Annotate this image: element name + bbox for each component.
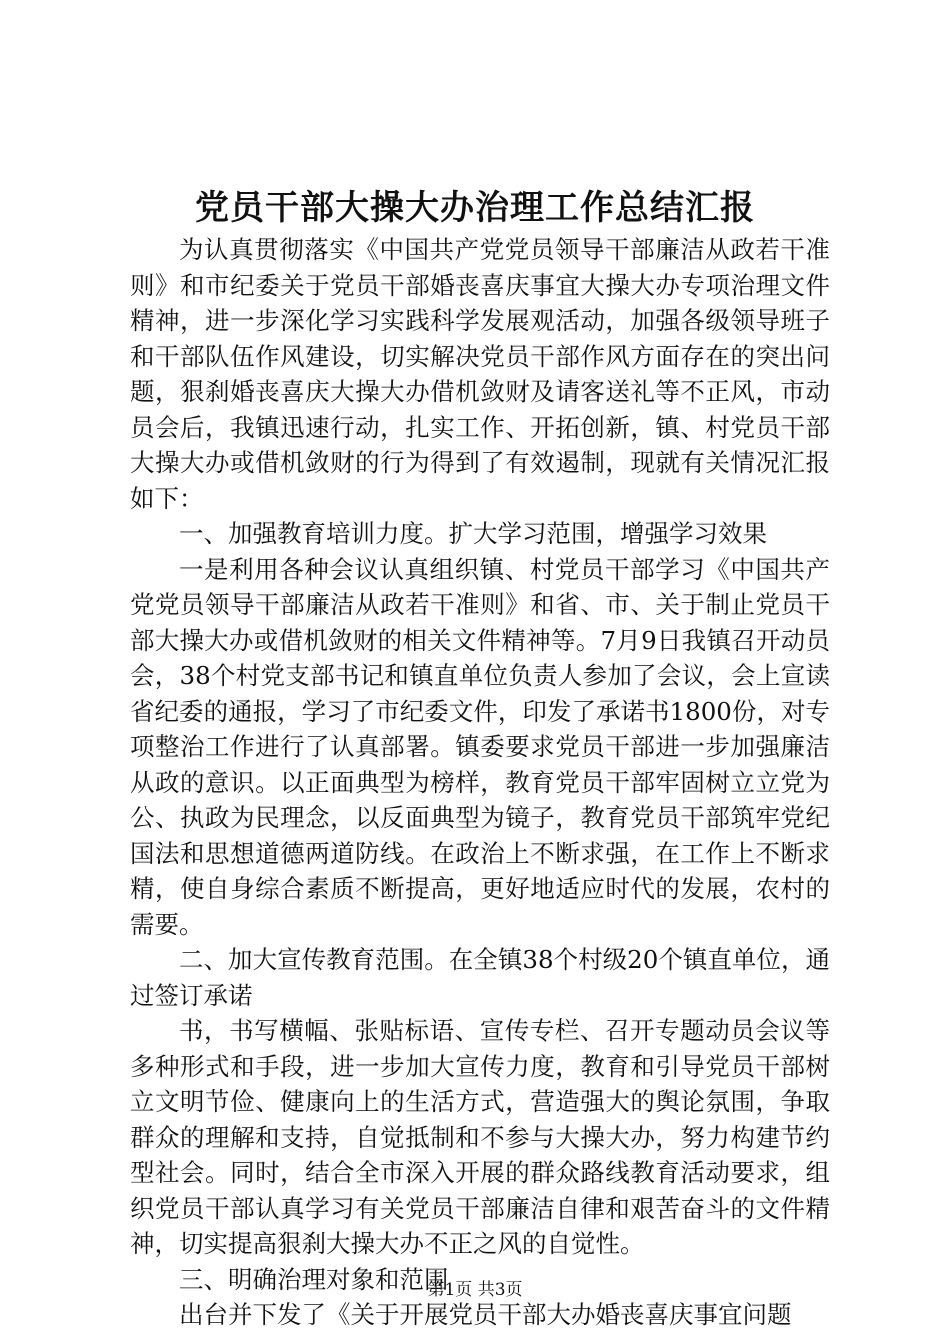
section-heading-1: 一、加强教育培训力度。扩大学习范围，增强学习效果 bbox=[179, 519, 767, 548]
body-paragraph: 书，书写横幅、张贴标语、宣传专栏、召开专题动员会议等多种形式和手段，进一步加大宣传力度，教育和引导党员干部树立文明节俭、健康向上的生活方式，营造强大的舆论氛围，争取群众的理解和支持，自觉抵制和不参与大操大办，努力构建节约型社会。同时，结合全市深入开展的群众路线教育活动要求，组织党员干部认真学习有关党员干部廉洁自律和艰苦奋斗的文件精神，切实提高狠刹大操大办不正之风的自觉性。 bbox=[130, 1016, 830, 1258]
page-number-footer: 第1页 共3页 bbox=[427, 1280, 523, 1300]
section-heading-2: 二、加大宣传教育范围。在全镇38个村级20个镇直单位，通过签订承诺 bbox=[130, 945, 830, 1010]
body-paragraph: 出台并下发了《关于开展党员干部大办婚丧喜庆事宜问题 bbox=[179, 1300, 792, 1329]
intro-paragraph: 为认真贯彻落实《中国共产党党员领导干部廉洁从政若干准则》和市纪委关于党员干部婚丧喜庆事宜大操大办专项治理文件精神，进一步深化学习实践科学发展观活动，加强各级领导班子和干部队伍作风建设，切实解决党员干部作风方面存在的突出问题，狠刹婚丧喜庆大操大办借机敛财及请客送礼等不正风，市动员会后，我镇迅速行动，扎实工作、开拓创新，镇、村党员干部大操大办或借机敛财的行为得到了有效遏制，现就有关情况汇报如下： bbox=[130, 235, 830, 513]
body-paragraph: 一是利用各种会议认真组织镇、村党员干部学习《中国共产党党员领导干部廉洁从政若干准则》和省、市、关于制止党员干部大操大办或借机敛财的相关文件精神等。7月9日我镇召开动员会，38个村党支部书记和镇直单位负责人参加了会议，会上宣读省纪委的通报，学习了市纪委文件，印发了承诺书1800份，对专项整治工作进行了认真部署。镇委要求党员干部进一步加强廉洁从政的意识。以正面典型为榜样，教育党员干部牢固树立立党为公、执政为民理念，以反面典型为镜子，教育党员干部筑牢党纪国法和思想道德两道防线。在政治上不断求强，在工作上不断求精，使自身综合素质不断提高，更好地适应时代的发展，农村的需要。 bbox=[130, 554, 830, 939]
section-heading-3: 三、明确治理对象和范围 bbox=[179, 1264, 449, 1294]
document-body bbox=[130, 232, 830, 1333]
document-title: 党员干部大操大办治理工作总结汇报 bbox=[195, 188, 755, 228]
